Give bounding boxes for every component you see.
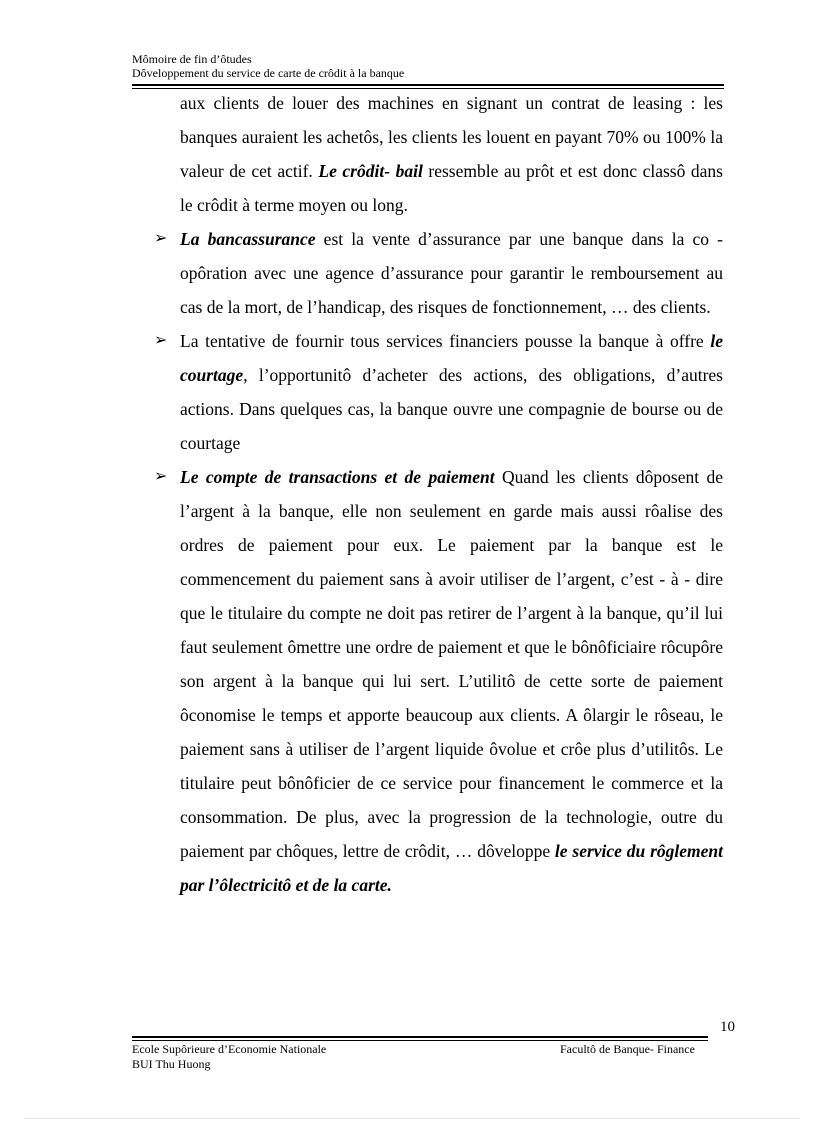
term-bancassurance: La bancassurance	[180, 229, 316, 249]
term-compte-transactions: Le compte de transactions et de paiement	[180, 467, 495, 487]
footer-rule-thin	[132, 1040, 708, 1041]
intro-text-end: ressemble au prôt et est donc classô dans le crôdit à terme moyen ou long.	[180, 161, 723, 215]
footer-rule-thick	[132, 1036, 708, 1038]
term-service-reglement: le service du rôglement par l’ôlectricitô et de la carte.	[180, 841, 723, 895]
page-number: 10	[720, 1019, 735, 1035]
list-item-compte-transactions	[154, 460, 724, 902]
item-text: Quand les clients dôposent de l’argent à la banque, elle non seulement en garde mais aussi rôalise des ordres de paiement pour eux. Le paiement par la banque est le commencement du paiement sans à avoir utiliser de l’argent, c’est - à - dire que le titulaire du compte ne doit pas retirer de l’argent à la banque, qu’il lui faut seulement ômettre une ordre de paiement et que le bônôficiaire rôcupôre son argent à la banque qui lui sert. L’utilitô de cette sorte de paiement ôconomise le temps et apporte beaucoup aux clients. A ôlargir le rôseau, le paiement sans à utiliser de l’argent liquide ôvolue et crôe plus d’utilitôs. Le titulaire peut bônôficier de ce service pour financement le commerce et la consommation. De plus, avec la progression de la technologie, outre du paiement par chôques, lettre de crôdit, … dôveloppe	[180, 467, 724, 861]
body-text	[154, 86, 724, 902]
arrow-bullet-icon: ➢	[154, 230, 168, 247]
intro-paragraph	[180, 86, 723, 222]
footer-school: Ecole Supôrieure d’Economie Nationale	[132, 1042, 327, 1056]
footer-faculty: Facultô de Banque- Finance	[560, 1042, 695, 1056]
header-subject: Dôveloppement du service de carte de crôdit à la banque	[132, 66, 405, 80]
item-text-start: La tentative de fournir tous services financiers pousse la banque à offre	[180, 331, 711, 351]
item-text-end: , l’opportunitô d’acheter des actions, des obligations, d’autres actions. Dans quelques cas, la banque ouvre une compagnie de bourse ou de courtage	[180, 365, 723, 453]
item-text: est la vente d’assurance par une banque dans la co - opôration avec une agence d’assurance pour garantir le remboursement au cas de la mort, de l’handicap, des risques de fonctionnement, … des clients.	[180, 229, 723, 317]
arrow-bullet-icon: ➢	[154, 468, 168, 485]
arrow-bullet-icon: ➢	[154, 332, 168, 349]
list-item-bancassurance	[154, 222, 723, 324]
intro-text-start: aux clients de louer des machines en signant un contrat de leasing : les banques auraient les achetôs, les clients les louent en payant 70% ou 100% la valeur de cet actif.	[180, 93, 723, 181]
term-courtage: le courtage	[180, 331, 723, 385]
page-header	[132, 52, 724, 80]
list-item-courtage	[154, 324, 723, 460]
header-thesis-title: Mômoire de fin d’ôtudes	[132, 52, 252, 66]
footer-left	[132, 1042, 326, 1072]
footer-author: BUI Thu Huong	[132, 1057, 211, 1071]
page-edge	[24, 1118, 800, 1119]
intro-term-credit-bail: Le crôdit- bail	[318, 161, 423, 181]
